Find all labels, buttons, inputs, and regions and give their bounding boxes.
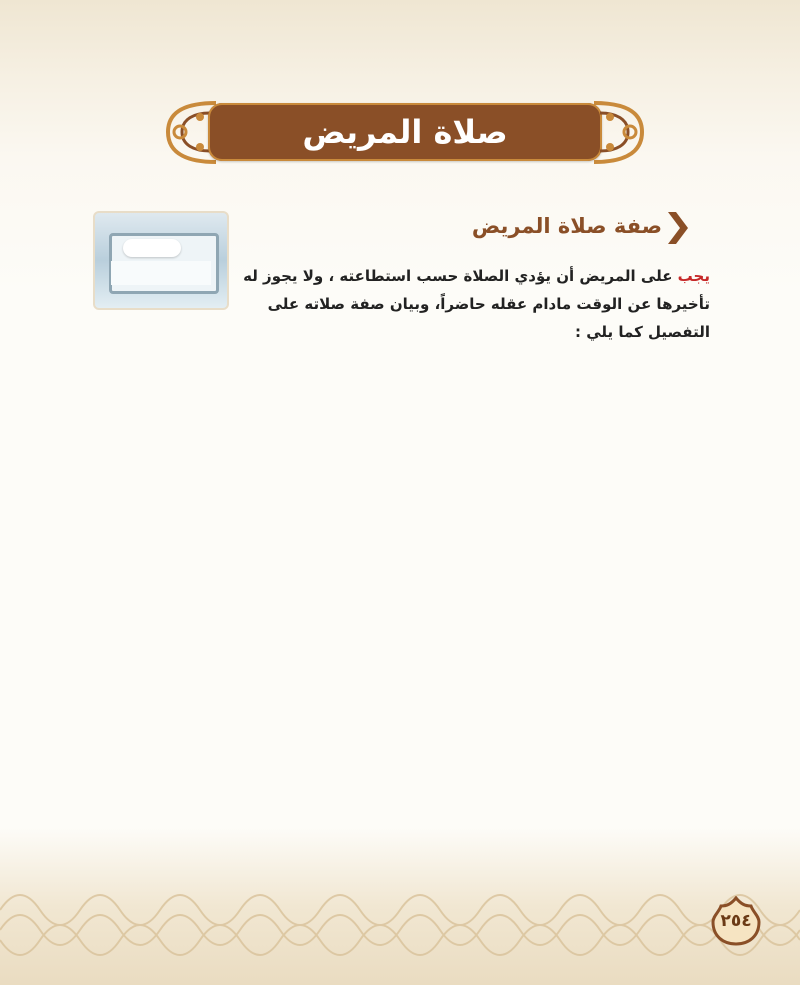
footer-ornament-icon bbox=[0, 880, 800, 970]
intro-paragraph bbox=[240, 262, 710, 346]
title-banner bbox=[160, 95, 650, 170]
intro-rest: على المريض أن يؤدي الصلاة حسب استطاعته ، ولا يجوز له تأخيرها عن الوقت مادام عقله حاضراً، وبيان صفة صلاته على التفصيل كما يلي : bbox=[243, 267, 710, 341]
intro-lead: يجب bbox=[677, 267, 710, 285]
section-heading bbox=[471, 210, 690, 246]
ornament-right-icon bbox=[592, 95, 650, 170]
page-number: ٢٥٤ bbox=[720, 911, 752, 931]
hospital-bed-photo bbox=[93, 211, 229, 310]
section-heading-text: صفة صلاة المريض bbox=[471, 214, 662, 238]
heading-marker-icon bbox=[666, 210, 690, 246]
page-number-badge bbox=[711, 896, 761, 946]
page-title: صلاة المريض bbox=[208, 103, 602, 161]
